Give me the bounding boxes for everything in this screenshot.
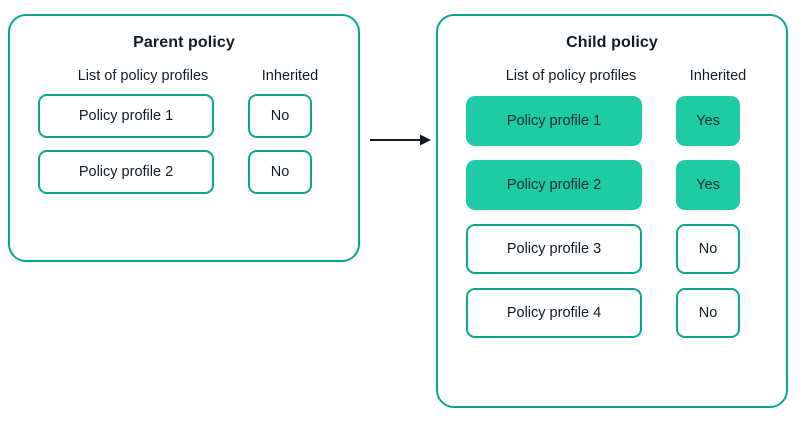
child-header-profiles: List of policy profiles bbox=[505, 68, 637, 84]
child-profile-chip-2: Policy profile 2 bbox=[466, 160, 642, 210]
child-inherited-chip-4: No bbox=[676, 288, 740, 338]
child-inherited-chip-1: Yes bbox=[676, 96, 740, 146]
parent-header-profiles: List of policy profiles bbox=[77, 68, 209, 84]
child-profile-chip-3: Policy profile 3 bbox=[466, 224, 642, 274]
parent-policy-title: Parent policy bbox=[133, 34, 235, 51]
child-header-inherited: Inherited bbox=[689, 68, 747, 84]
parent-policy-panel bbox=[8, 14, 360, 262]
child-inherited-chip-2: Yes bbox=[676, 160, 740, 210]
child-inherited-chip-3: No bbox=[676, 224, 740, 274]
parent-profile-chip-2: Policy profile 2 bbox=[38, 150, 214, 194]
table-row bbox=[466, 160, 760, 210]
parent-inherited-chip-1: No bbox=[248, 94, 312, 138]
parent-rows bbox=[10, 94, 358, 194]
child-column-headers bbox=[438, 68, 786, 84]
child-profile-chip-1: Policy profile 1 bbox=[466, 96, 642, 146]
arrow-right-icon bbox=[370, 132, 432, 148]
child-policy-panel bbox=[436, 14, 788, 408]
table-row bbox=[466, 288, 760, 338]
child-profile-chip-4: Policy profile 4 bbox=[466, 288, 642, 338]
child-rows bbox=[438, 96, 786, 338]
table-row bbox=[38, 150, 332, 194]
table-row bbox=[38, 94, 332, 138]
parent-header-inherited: Inherited bbox=[261, 68, 319, 84]
parent-inherited-chip-2: No bbox=[248, 150, 312, 194]
table-row bbox=[466, 96, 760, 146]
table-row bbox=[466, 224, 760, 274]
child-policy-title: Child policy bbox=[566, 34, 658, 51]
parent-column-headers bbox=[10, 68, 358, 84]
parent-profile-chip-1: Policy profile 1 bbox=[38, 94, 214, 138]
